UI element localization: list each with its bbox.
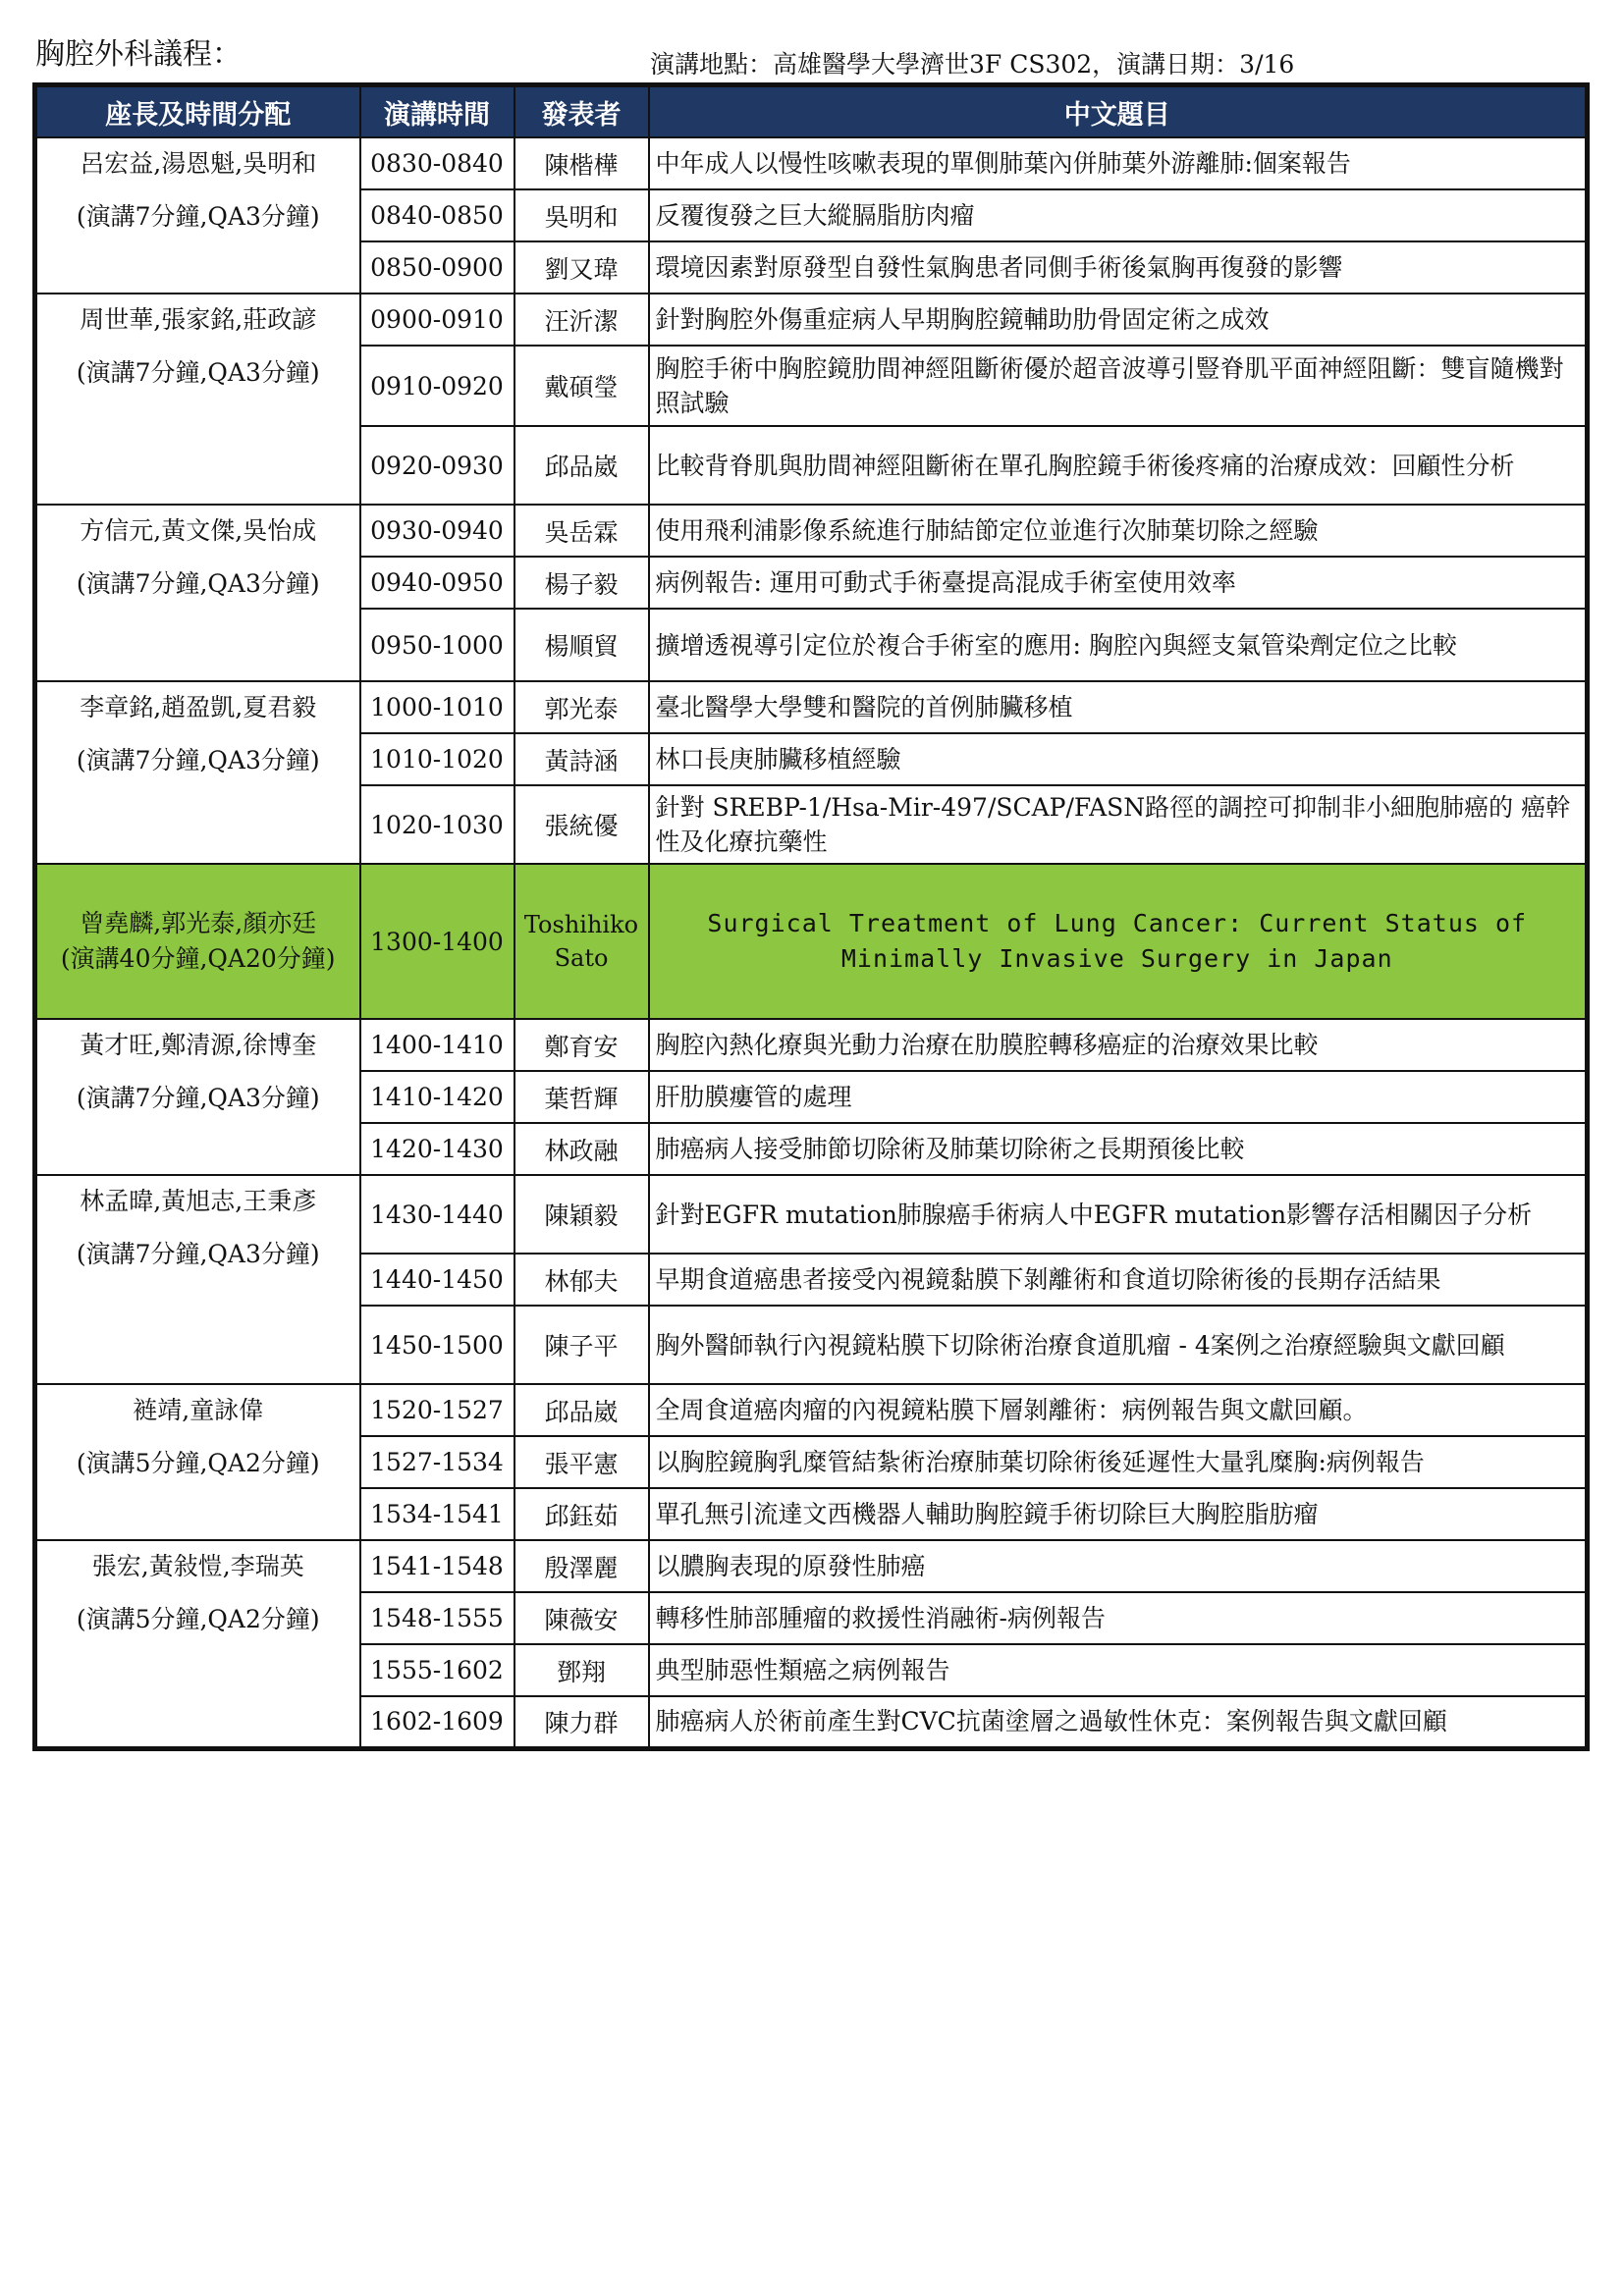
session-format: (演講7分鐘,QA3分鐘) <box>76 1240 320 1268</box>
header-topic: 中文題目 <box>649 85 1588 138</box>
talk-speaker: 陳薇安 <box>514 1592 649 1644</box>
session-chairs-cell <box>35 294 360 505</box>
session-chairs-cell <box>35 505 360 681</box>
talk-topic: 擴增透視導引定位於複合手術室的應用: 胸腔內與經支氣管染劑定位之比較 <box>649 609 1588 681</box>
talk-topic: 早期食道癌患者接受內視鏡黏膜下剝離術和食道切除術後的長期存活結果 <box>649 1254 1588 1306</box>
talk-topic: 以膿胸表現的原發性肺癌 <box>649 1540 1588 1592</box>
talk-speaker: 陳子平 <box>514 1306 649 1384</box>
table-row <box>35 294 1588 346</box>
talk-topic: 使用飛利浦影像系統進行肺結節定位並進行次肺葉切除之經驗 <box>649 505 1588 557</box>
header-speaker: 發表者 <box>514 85 649 138</box>
talk-time: 0900-0910 <box>360 294 514 346</box>
table-header-row <box>35 85 1588 138</box>
talk-topic: 胸外醫師執行內視鏡粘膜下切除術治療食道肌瘤 - 4案例之治療經驗與文獻回顧 <box>649 1306 1588 1384</box>
session-chairs: 呂宏益,湯恩魁,吳明和 <box>80 149 317 178</box>
talk-topic: 全周食道癌肉瘤的內視鏡粘膜下層剝離術：病例報告與文獻回顧。 <box>649 1384 1588 1436</box>
talk-topic: 肝肋膜瘻管的處理 <box>649 1071 1588 1123</box>
session-format: (演講7分鐘,QA3分鐘) <box>76 569 320 598</box>
talk-time: 0830-0840 <box>360 137 514 189</box>
talk-topic: 肺癌病人於術前產生對CVC抗菌塗層之過敏性休克：案例報告與文獻回顧 <box>649 1696 1588 1748</box>
table-row <box>35 864 1588 1019</box>
header-time: 演講時間 <box>360 85 514 138</box>
talk-speaker: 邱品崴 <box>514 426 649 505</box>
talk-topic: 胸腔內熱化療與光動力治療在肋膜腔轉移癌症的治療效果比較 <box>649 1019 1588 1071</box>
talk-topic: 以胸腔鏡胸乳糜管結紮術治療肺葉切除術後延遲性大量乳糜胸:病例報告 <box>649 1436 1588 1488</box>
talk-speaker: 邱品崴 <box>514 1384 649 1436</box>
talk-time: 1555-1602 <box>360 1644 514 1696</box>
talk-time: 1548-1555 <box>360 1592 514 1644</box>
talk-time: 0920-0930 <box>360 426 514 505</box>
talk-time: 1300-1400 <box>360 864 514 1019</box>
talk-speaker: 郭光泰 <box>514 681 649 733</box>
talk-time: 1520-1527 <box>360 1384 514 1436</box>
talk-time: 0850-0900 <box>360 241 514 294</box>
talk-topic: Surgical Treatment of Lung Cancer: Current Status of Minimally Invasive Surgery in Japan <box>649 864 1588 1019</box>
talk-time: 1000-1010 <box>360 681 514 733</box>
session-chairs: 曾堯麟,郭光泰,顏亦廷 <box>80 909 317 937</box>
talk-topic: 林口長庚肺臟移植經驗 <box>649 733 1588 785</box>
talk-time: 1420-1430 <box>360 1123 514 1175</box>
talk-speaker: 楊子毅 <box>514 557 649 609</box>
talk-topic: 轉移性肺部腫瘤的救援性消融術-病例報告 <box>649 1592 1588 1644</box>
talk-topic: 病例報告: 運用可動式手術臺提高混成手術室使用效率 <box>649 557 1588 609</box>
session-format: (演講40分鐘,QA20分鐘) <box>60 944 336 973</box>
session-format: (演講7分鐘,QA3分鐘) <box>76 746 320 774</box>
talk-speaker: 陳力群 <box>514 1696 649 1748</box>
table-row <box>35 681 1588 733</box>
table-row <box>35 1540 1588 1592</box>
session-chairs: 張宏,黃敍愷,李瑞英 <box>91 1552 304 1580</box>
talk-speaker: 張統優 <box>514 785 649 864</box>
talk-time: 0930-0940 <box>360 505 514 557</box>
session-chairs-cell <box>35 1384 360 1540</box>
talk-topic: 針對 SREBP-1/Hsa-Mir-497/SCAP/FASN路徑的調控可抑制非小細胞肺癌的 癌幹性及化療抗藥性 <box>649 785 1588 864</box>
talk-time: 1010-1020 <box>360 733 514 785</box>
table-row <box>35 1019 1588 1071</box>
talk-speaker: 吳岳霖 <box>514 505 649 557</box>
table-row <box>35 137 1588 189</box>
talk-topic: 典型肺惡性類癌之病例報告 <box>649 1644 1588 1696</box>
talk-topic: 肺癌病人接受肺節切除術及肺葉切除術之長期預後比較 <box>649 1123 1588 1175</box>
table-row <box>35 1175 1588 1254</box>
talk-time: 0950-1000 <box>360 609 514 681</box>
talk-topic: 比較背脊肌與肋間神經阻斷術在單孔胸腔鏡手術後疼痛的治療成效：回顧性分析 <box>649 426 1588 505</box>
session-format: (演講5分鐘,QA2分鐘) <box>76 1605 320 1633</box>
talk-speaker: 邱鈺茹 <box>514 1488 649 1540</box>
talk-speaker: 鄭育安 <box>514 1019 649 1071</box>
table-row <box>35 505 1588 557</box>
talk-speaker: 劉又瑋 <box>514 241 649 294</box>
talk-speaker: 林政融 <box>514 1123 649 1175</box>
session-chairs: 黃才旺,鄭清源,徐博奎 <box>80 1031 317 1059</box>
talk-topic: 針對EGFR mutation肺腺癌手術病人中EGFR mutation影響存活相關因子分析 <box>649 1175 1588 1254</box>
venue-info: 演講地點：高雄醫學大學濟世3F CS302，演講日期：3/16 <box>650 50 1295 79</box>
talk-speaker: 殷澤麗 <box>514 1540 649 1592</box>
talk-topic: 反覆復發之巨大縱膈脂肪肉瘤 <box>649 189 1588 241</box>
session-format: (演講7分鐘,QA3分鐘) <box>76 202 320 231</box>
agenda-body <box>35 137 1588 1748</box>
session-format: (演講5分鐘,QA2分鐘) <box>76 1449 320 1477</box>
agenda-table <box>32 82 1590 1751</box>
session-chairs-cell <box>35 1540 360 1748</box>
talk-topic: 環境因素對原發型自發性氣胸患者同側手術後氣胸再復發的影響 <box>649 241 1588 294</box>
talk-time: 1400-1410 <box>360 1019 514 1071</box>
session-chairs: 李章銘,趙盈凱,夏君毅 <box>80 693 317 721</box>
talk-speaker: 陳穎毅 <box>514 1175 649 1254</box>
session-chairs-cell <box>35 1175 360 1384</box>
session-chairs-cell <box>35 1019 360 1175</box>
talk-topic: 針對胸腔外傷重症病人早期胸腔鏡輔助肋骨固定術之成效 <box>649 294 1588 346</box>
talk-speaker: Toshihiko Sato <box>514 864 649 1019</box>
session-chairs-cell <box>35 681 360 864</box>
talk-topic: 單孔無引流達文西機器人輔助胸腔鏡手術切除巨大胸腔脂肪瘤 <box>649 1488 1588 1540</box>
talk-speaker: 黃詩涵 <box>514 733 649 785</box>
talk-time: 0940-0950 <box>360 557 514 609</box>
session-chairs-cell <box>35 864 360 1019</box>
talk-time: 1430-1440 <box>360 1175 514 1254</box>
session-chairs: 周世華,張家銘,莊政諺 <box>80 305 317 334</box>
talk-speaker: 鄧翔 <box>514 1644 649 1696</box>
talk-topic: 中年成人以慢性咳嗽表現的單側肺葉內併肺葉外游離肺:個案報告 <box>649 137 1588 189</box>
talk-time: 1410-1420 <box>360 1071 514 1123</box>
talk-time: 1541-1548 <box>360 1540 514 1592</box>
talk-topic: 胸腔手術中胸腔鏡肋間神經阻斷術優於超音波導引豎脊肌平面神經阻斷：雙盲隨機對照試驗 <box>649 346 1588 426</box>
talk-speaker: 戴碩瑩 <box>514 346 649 426</box>
talk-time: 1534-1541 <box>360 1488 514 1540</box>
talk-speaker: 陳楷樺 <box>514 137 649 189</box>
talk-time: 1602-1609 <box>360 1696 514 1748</box>
table-row <box>35 1384 1588 1436</box>
talk-speaker: 楊順貿 <box>514 609 649 681</box>
talk-time: 1440-1450 <box>360 1254 514 1306</box>
page-title: 胸腔外科議程： <box>35 37 242 72</box>
session-chairs: 裢靖,童詠偉 <box>133 1396 264 1424</box>
talk-speaker: 葉哲輝 <box>514 1071 649 1123</box>
session-chairs: 林孟暐,黃旭志,王秉彥 <box>80 1187 317 1215</box>
session-chairs: 方信元,黃文傑,吳怡成 <box>80 516 317 545</box>
talk-time: 1527-1534 <box>360 1436 514 1488</box>
header-chairs: 座長及時間分配 <box>35 85 360 138</box>
session-format: (演講7分鐘,QA3分鐘) <box>76 1084 320 1112</box>
talk-speaker: 汪沂潔 <box>514 294 649 346</box>
talk-speaker: 林郁夫 <box>514 1254 649 1306</box>
talk-time: 1020-1030 <box>360 785 514 864</box>
talk-speaker: 張平憲 <box>514 1436 649 1488</box>
talk-speaker: 吳明和 <box>514 189 649 241</box>
session-chairs-cell <box>35 137 360 294</box>
talk-time: 0840-0850 <box>360 189 514 241</box>
talk-time: 0910-0920 <box>360 346 514 426</box>
talk-time: 1450-1500 <box>360 1306 514 1384</box>
session-format: (演講7分鐘,QA3分鐘) <box>76 358 320 387</box>
talk-topic: 臺北醫學大學雙和醫院的首例肺臟移植 <box>649 681 1588 733</box>
